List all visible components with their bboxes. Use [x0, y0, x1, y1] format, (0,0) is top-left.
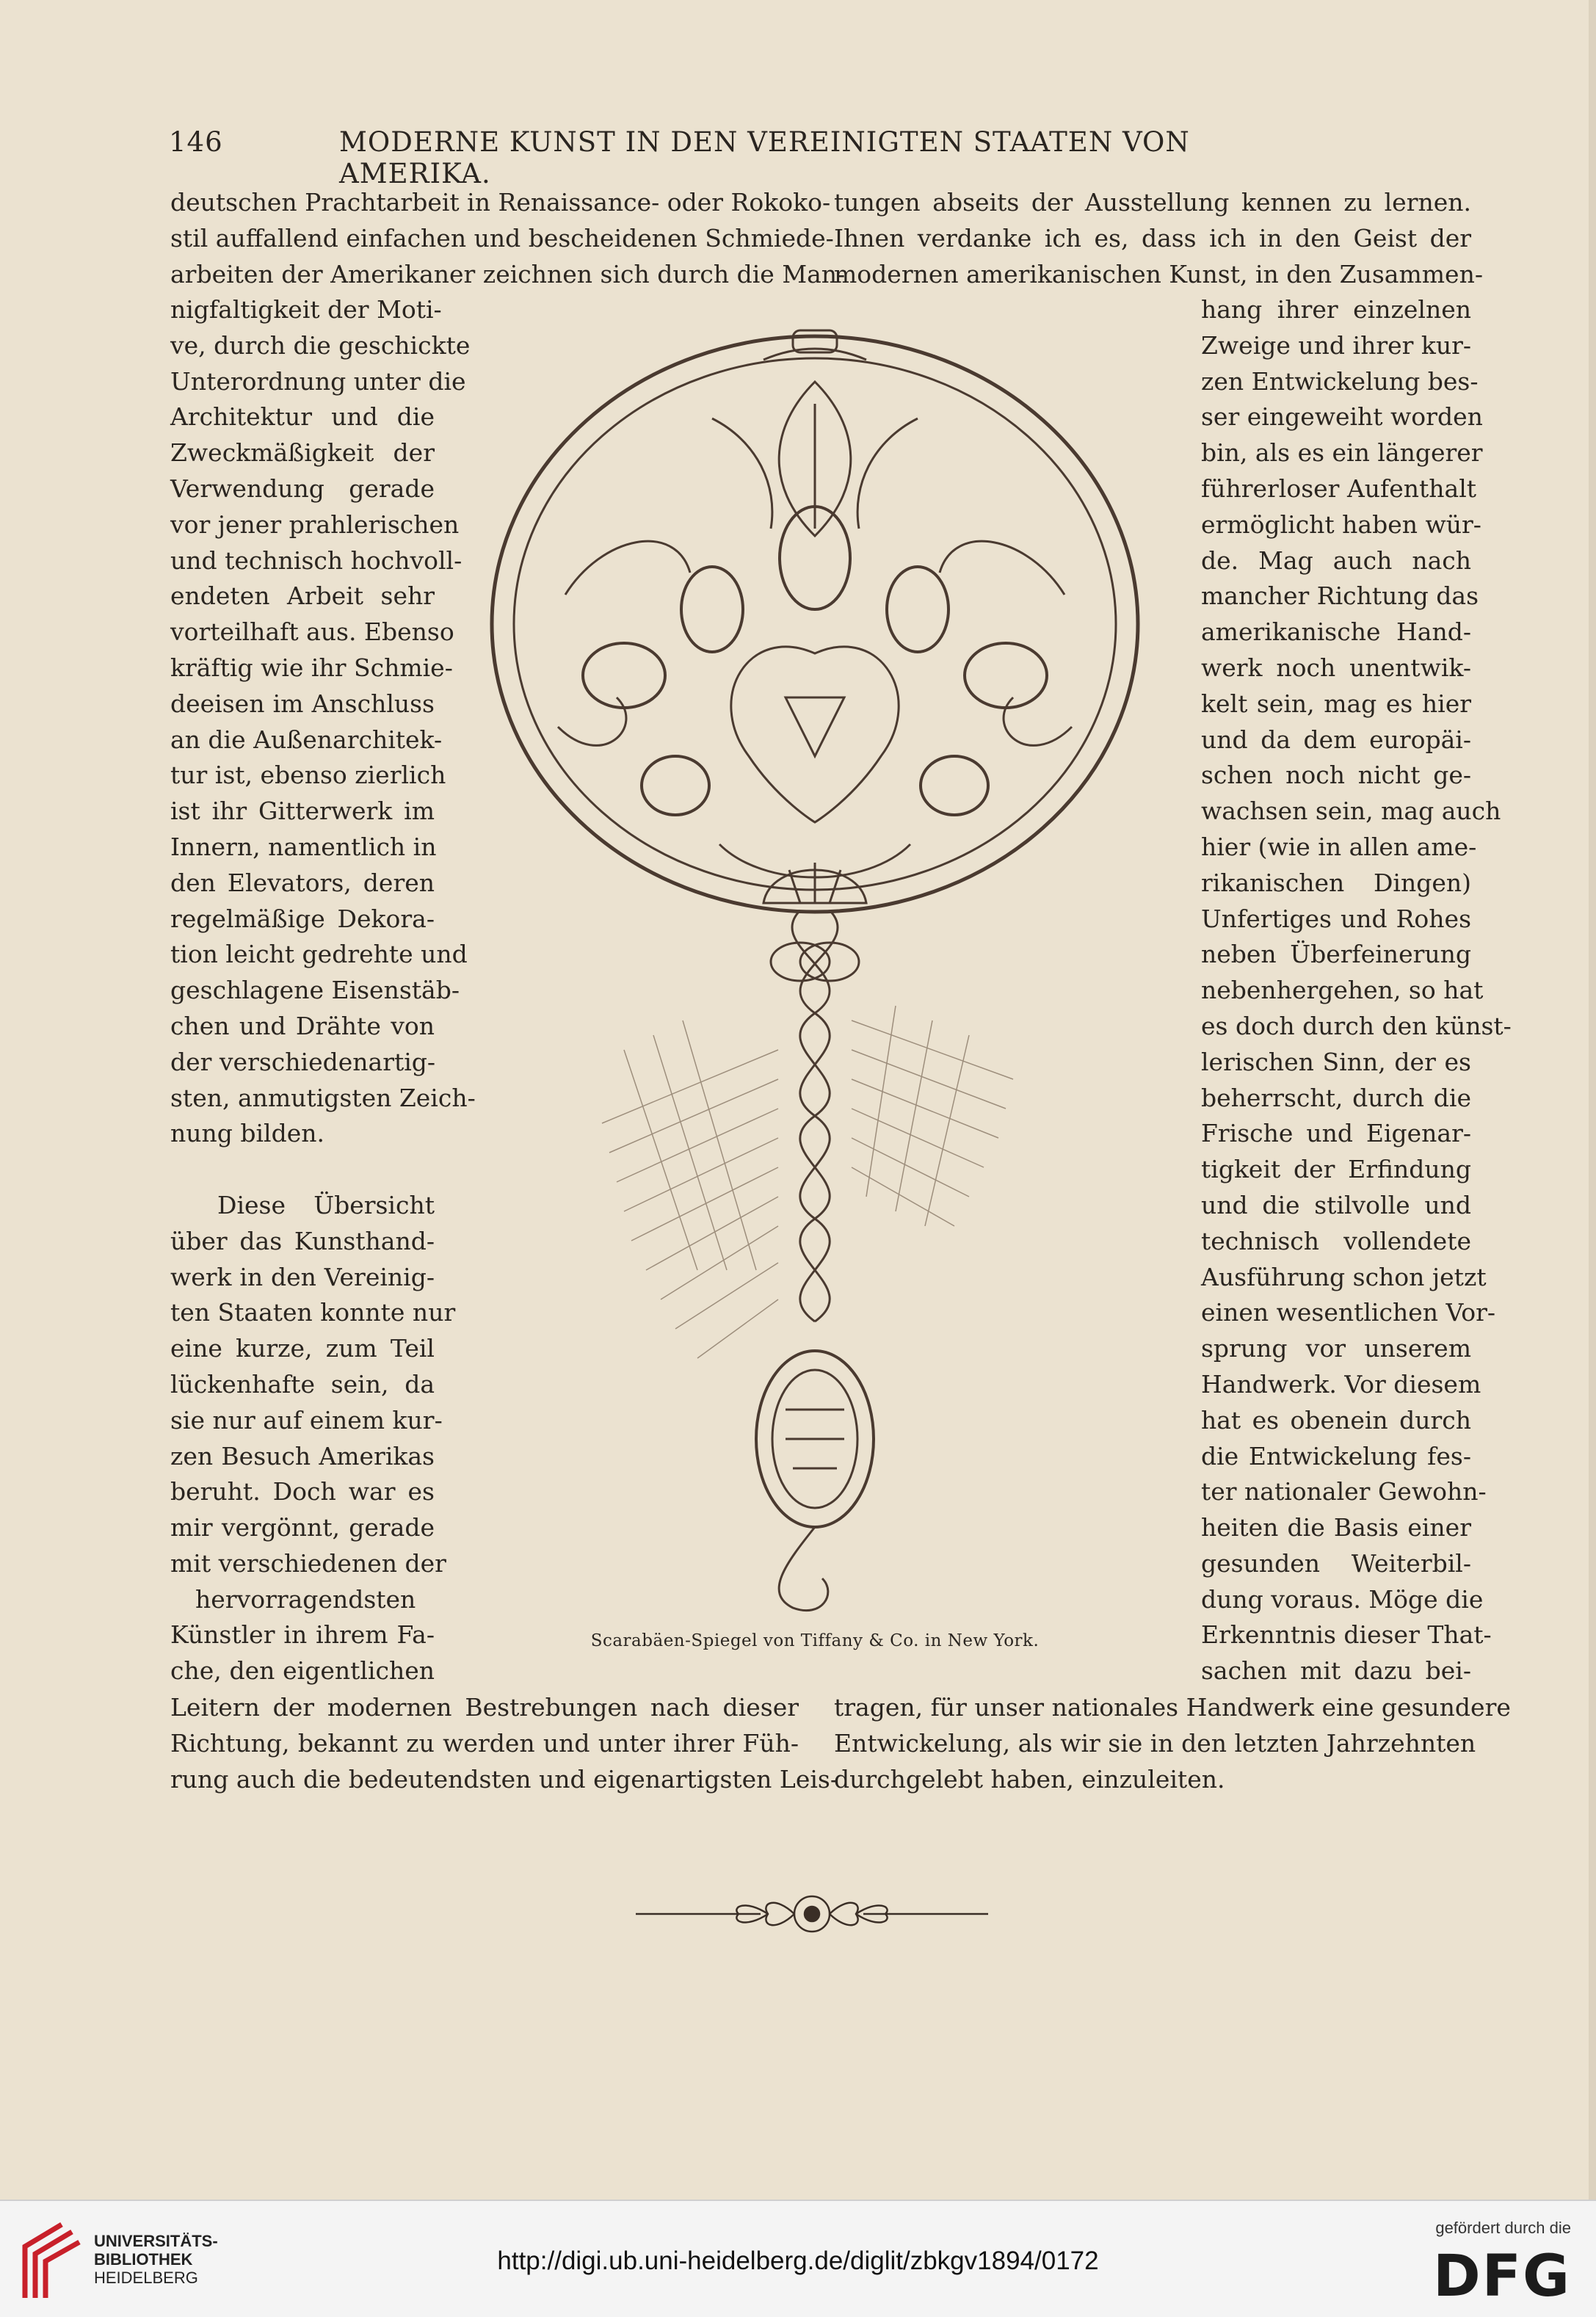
- text-line: tragen, für unser nationales Handwerk eine gesundere: [834, 1693, 1511, 1722]
- text-line: tion leicht gedrehte und: [170, 940, 468, 969]
- text-line: kräftig wie ihr Schmie-: [170, 653, 453, 682]
- left-column-top: [170, 185, 846, 292]
- text-line: tungen abseits der Ausstellung kennen zu lernen.: [834, 188, 1471, 217]
- tailpiece-ornament-icon: [636, 1888, 988, 1940]
- text-line: Innern, namentlich in: [170, 832, 437, 861]
- text-line: mit verschiedenen der: [170, 1548, 446, 1578]
- text-line: wachsen sein, mag auch: [1201, 797, 1501, 826]
- text-line: ten Staaten konnte nur: [170, 1298, 456, 1327]
- text-line: kelt sein, mag es hier: [1201, 689, 1471, 718]
- scarab-mirror-engraving: [455, 316, 1175, 1637]
- page-number: 146: [169, 126, 223, 158]
- text-line: Zweige und ihrer kur-: [1201, 330, 1472, 360]
- text-line: rung auch die bedeutendsten und eigenartigsten Leis-: [170, 1764, 838, 1794]
- text-line: Verwendung gerade: [170, 474, 435, 503]
- dfg-logo: DFG: [1432, 2244, 1571, 2310]
- text-line: Leitern der modernen Bestrebungen nach dieser: [170, 1693, 799, 1722]
- text-line: sprung vor unserem: [1201, 1334, 1471, 1363]
- text-line: geschlagene Eisenstäb-: [170, 976, 460, 1005]
- text-line: Diese Übersicht: [217, 1190, 435, 1219]
- text-line: Erkenntnis dieser That-: [1201, 1620, 1492, 1650]
- text-line: hier (wie in allen ame-: [1201, 832, 1477, 861]
- text-line: schen noch nicht ge-: [1201, 761, 1471, 790]
- text-line: Zweckmäßigkeit der: [170, 438, 435, 468]
- text-line: sie nur auf einem kur-: [170, 1405, 443, 1435]
- right-column-narrow: [1201, 292, 1512, 1689]
- text-line: rikanischen Dingen): [1201, 868, 1471, 897]
- text-line: sten, anmutigsten Zeich-: [170, 1083, 476, 1112]
- text-line: regelmäßige Dekora-: [170, 904, 435, 933]
- text-line: Künstler in ihrem Fa-: [170, 1620, 435, 1650]
- text-line: einen wesentlichen Vor-: [1201, 1298, 1496, 1327]
- text-line: heiten die Basis einer: [1201, 1513, 1471, 1542]
- right-column-bottom: [834, 1690, 1511, 1797]
- text-line: neben Überfeinerung: [1201, 940, 1471, 969]
- figure-caption: Scarabäen-Spiegel von Tiffany & Co. in New York.: [590, 1631, 1040, 1650]
- source-url-link[interactable]: http://digi.ub.uni-heidelberg.de/diglit/zbkgv1894/0172: [497, 2247, 1099, 2275]
- text-line: werk noch unentwik-: [1201, 653, 1471, 682]
- text-line: nebenhergehen, so hat: [1201, 976, 1484, 1005]
- text-line: es doch durch den künst-: [1201, 1011, 1512, 1040]
- text-line: deutschen Prachtarbeit in Renaissance- oder Rokoko-: [170, 188, 831, 217]
- text-line: bin, als es ein längerer: [1201, 438, 1483, 468]
- text-line: an die Außenarchitek-: [170, 725, 443, 754]
- text-line: amerikanische Hand-: [1201, 617, 1471, 647]
- text-line: durchgelebt haben, einzuleiten.: [834, 1764, 1225, 1794]
- library-name: UNIVERSITÄTS- BIBLIOTHEK HEIDELBERG: [94, 2232, 218, 2287]
- text-line: gesunden Weiterbil-: [1201, 1548, 1471, 1578]
- text-line: Unfertiges und Rohes: [1201, 904, 1471, 933]
- text-line: dung voraus. Möge die: [1201, 1584, 1484, 1614]
- text-line: und die stilvolle und: [1201, 1190, 1471, 1219]
- text-line: chen und Drähte von: [170, 1011, 435, 1040]
- text-line: tigkeit der Erfindung: [1201, 1155, 1471, 1184]
- text-line: stil auffallend einfachen und bescheidenen Schmiede-: [170, 223, 834, 253]
- text-line: der verschiedenartig-: [170, 1047, 436, 1076]
- text-line: ist ihr Gitterwerk im: [170, 797, 435, 826]
- text-line: sachen mit dazu bei-: [1201, 1656, 1471, 1686]
- text-line: Unterordnung unter die: [170, 366, 466, 396]
- text-line: hervorragendsten: [195, 1584, 416, 1614]
- running-title: MODERNE KUNST IN DEN VEREINIGTEN STAATEN VON AMERIKA.: [339, 126, 1190, 189]
- text-line: lerischen Sinn, der es: [1201, 1047, 1471, 1076]
- digitization-footer: [0, 2200, 1596, 2317]
- text-line: eine kurze, zum Teil: [170, 1334, 435, 1363]
- text-line: che, den eigentlichen: [170, 1656, 435, 1686]
- text-line: Richtung, bekannt zu werden und unter ihrer Füh-: [170, 1728, 799, 1758]
- text-line: mir vergönnt, gerade: [170, 1513, 435, 1542]
- left-column-bottom: [170, 1690, 838, 1797]
- text-line: hat es obenein durch: [1201, 1405, 1471, 1435]
- text-line: die Entwickelung fes-: [1201, 1441, 1471, 1471]
- text-line: technisch vollendete: [1201, 1226, 1471, 1255]
- text-line: hang ihrer einzelnen: [1201, 295, 1471, 324]
- text-line: und technisch hochvoll-: [170, 545, 463, 575]
- text-line: vorteilhaft aus. Ebenso: [170, 617, 454, 647]
- text-line: deeisen im Anschluss: [170, 689, 435, 718]
- text-line: modernen amerikanischen Kunst, in den Zusammen-: [834, 259, 1483, 289]
- text-line: ermöglicht haben wür-: [1201, 510, 1481, 539]
- text-line: ve, durch die geschickte: [170, 330, 471, 360]
- text-line: mancher Richtung das: [1201, 581, 1479, 611]
- text-line: ter nationaler Gewohn-: [1201, 1477, 1487, 1506]
- text-line: zen Besuch Amerikas: [170, 1441, 435, 1471]
- text-line: tur ist, ebenso zierlich: [170, 761, 446, 790]
- text-line: de. Mag auch nach: [1201, 545, 1471, 575]
- text-line: arbeiten der Amerikaner zeichnen sich durch die Man-: [170, 259, 846, 289]
- text-line: und da dem europäi-: [1201, 725, 1471, 754]
- funded-by-label: gefördert durch die: [1435, 2219, 1571, 2237]
- text-line: beherrscht, durch die: [1201, 1083, 1471, 1112]
- text-line: den Elevators, deren: [170, 868, 435, 897]
- text-line: beruht. Doch war es: [170, 1477, 435, 1506]
- text-line: endeten Arbeit sehr: [170, 581, 435, 611]
- right-column-top: [834, 185, 1483, 292]
- text-line: führerloser Aufenthalt: [1201, 474, 1477, 503]
- text-line: lückenhafte sein, da: [170, 1369, 435, 1399]
- text-line: ser eingeweiht worden: [1201, 402, 1483, 432]
- text-line: Entwickelung, als wir sie in den letzten Jahrzehnten: [834, 1728, 1476, 1758]
- text-line: nung bilden.: [170, 1119, 325, 1148]
- text-line: zen Entwickelung bes-: [1201, 366, 1479, 396]
- text-line: nigfaltigkeit der Moti-: [170, 295, 442, 324]
- text-line: Ihnen verdanke ich es, dass ich in den Geist der: [834, 223, 1471, 253]
- text-line: Architektur und die: [170, 402, 435, 432]
- text-line: Ausführung schon jetzt: [1201, 1262, 1487, 1291]
- text-line: werk in den Vereinig-: [170, 1262, 435, 1291]
- text-line: Frische und Eigenar-: [1201, 1119, 1471, 1148]
- text-line: Handwerk. Vor diesem: [1201, 1369, 1481, 1399]
- text-line: über das Kunsthand-: [170, 1226, 435, 1255]
- text-line: vor jener prahlerischen: [170, 510, 460, 539]
- left-column-narrow: [170, 292, 476, 1689]
